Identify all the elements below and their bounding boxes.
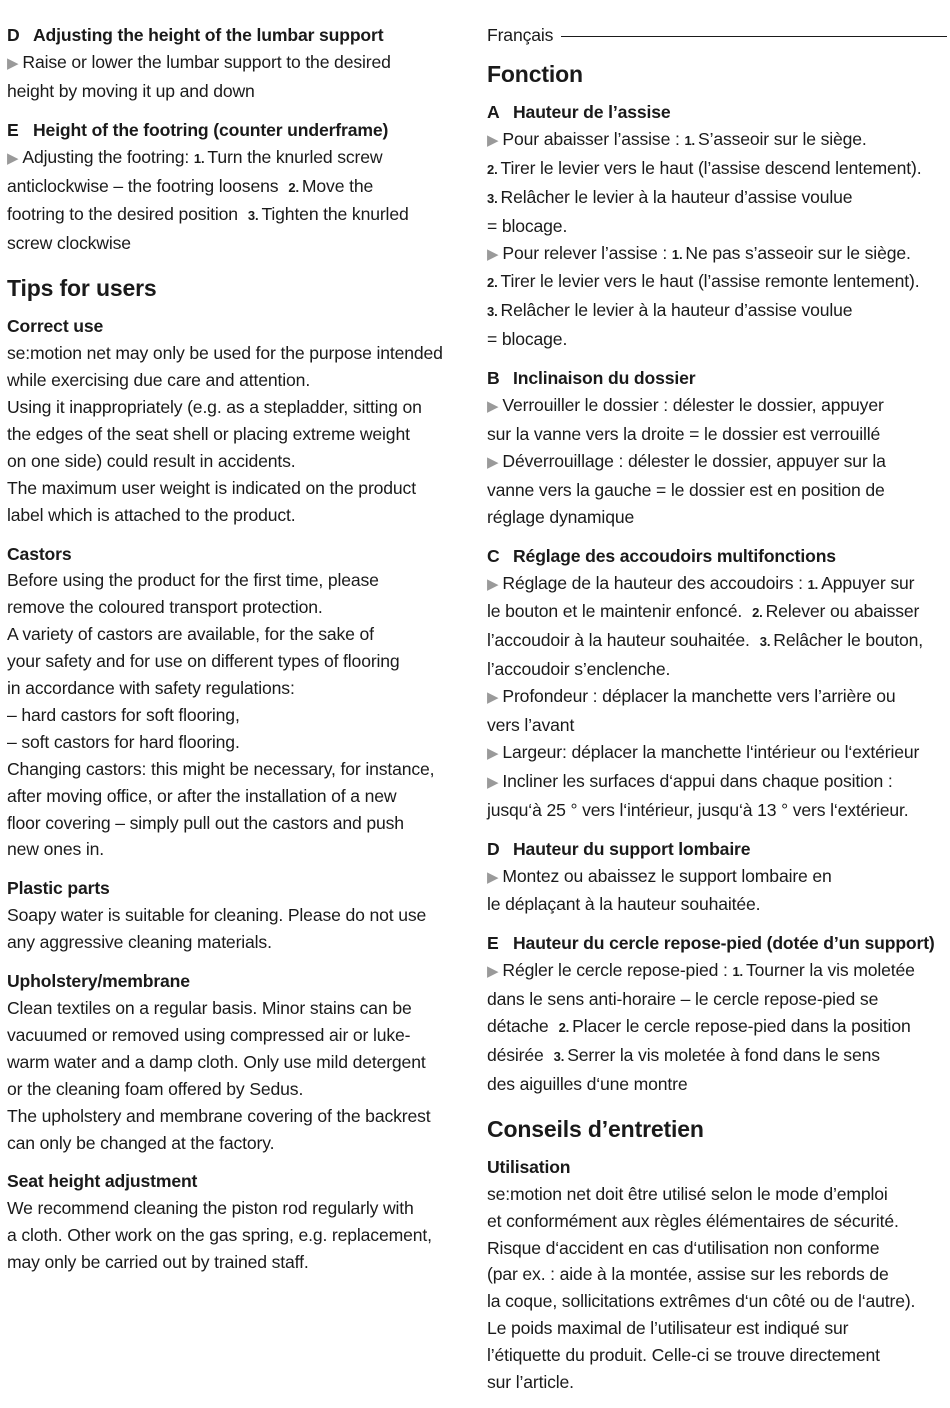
- text-line: The upholstery and membrane covering of the backrest: [7, 1105, 431, 1126]
- section-title: Hauteur du support lombaire: [513, 838, 751, 859]
- section-heading: [7, 117, 469, 144]
- text-line: 3. Relâcher le levier à la hauteur d’assise voulue: [487, 186, 853, 207]
- section-title: Réglage des accoudoirs multifonctions: [513, 545, 836, 566]
- step-number: 2.: [487, 275, 498, 291]
- text-line: Le poids maximal de l’utilisateur est indiqué sur: [487, 1318, 849, 1339]
- text-line: Before using the product for the first time, please: [7, 570, 379, 591]
- step-number: 1.: [732, 964, 743, 980]
- section-heading: [7, 22, 469, 49]
- section-utilisation: [487, 1154, 947, 1396]
- text-line: A variety of castors are available, for the sake of: [7, 624, 374, 645]
- section-castors: [7, 541, 469, 864]
- text-line: anticlockwise – the footring loosens 2. Move the: [7, 175, 374, 196]
- step-number: 3.: [759, 634, 771, 650]
- section-heading: [487, 543, 947, 570]
- text-line: le bouton et le maintenir enfoncé. 2. Relever ou abaisser: [487, 601, 920, 622]
- triangle-arrow-icon: ▶: [487, 575, 499, 593]
- text-line: – hard castors for soft flooring,: [7, 704, 240, 725]
- text-line: ▶ Adjusting the footring: 1. Turn the knurled screw: [7, 146, 383, 167]
- section-heading: [487, 836, 947, 863]
- step-number: 2.: [487, 161, 498, 177]
- step-number: 2.: [288, 179, 299, 195]
- section-support-lombaire: [487, 836, 947, 919]
- section-inclinaison-dossier: [487, 365, 947, 530]
- section-letter: D: [7, 25, 20, 45]
- text-line: (par ex. : aide à la montée, assise sur les rebords de: [487, 1264, 889, 1285]
- section-letter: B: [487, 368, 500, 389]
- text-line: 2. Tirer le levier vers le haut (l’assise descend lentement).: [487, 157, 922, 178]
- text-line: The maximum user weight is indicated on the product: [7, 477, 416, 498]
- section-letter: A: [487, 102, 500, 122]
- text-line: se:motion net doit être utilisé selon le mode d’emploi: [487, 1183, 888, 1204]
- text-line: floor covering – simply pull out the castors and push: [7, 812, 404, 833]
- triangle-arrow-icon: ▶: [487, 398, 499, 416]
- text-line: jusqu‘à 25 ° vers l‘intérieur, jusqu‘à 13 ° vers l‘extérieur.: [487, 799, 909, 820]
- text-line: ▶ Verrouiller le dossier : délester le dossier, appuyer: [487, 395, 884, 416]
- text-line: your safety and for use on different types of flooring: [7, 651, 400, 672]
- text-line: se:motion net may only be used for the purpose intended: [7, 343, 443, 364]
- section-accoudoirs: [487, 543, 947, 824]
- text-line: et conformément aux règles élémentaires de sécurité.: [487, 1210, 899, 1231]
- triangle-arrow-icon: ▶: [487, 744, 499, 762]
- triangle-arrow-icon: ▶: [487, 868, 499, 886]
- text-line: warm water and a damp cloth. Only use mild detergent: [7, 1051, 426, 1072]
- section-letter: D: [487, 838, 500, 859]
- text-line: new ones in.: [7, 839, 104, 860]
- subsection-heading: Plastic parts: [7, 878, 110, 899]
- text-line: – soft castors for hard flooring.: [7, 731, 240, 752]
- subsection-heading: Seat height adjustment: [7, 1171, 198, 1192]
- section-title: Hauteur de l’assise: [513, 102, 671, 122]
- section-seat-height: [7, 1168, 469, 1276]
- fonction-heading: Fonction: [487, 61, 583, 87]
- text-line: le déplaçant à la hauteur souhaitée.: [487, 894, 761, 915]
- triangle-arrow-icon: ▶: [7, 54, 19, 72]
- text-line: ▶ Déverrouillage : délester le dossier, appuyer sur la: [487, 450, 886, 471]
- language-label: Français: [487, 25, 554, 46]
- language-header: [487, 22, 947, 49]
- text-line: ▶ Profondeur : déplacer la manchette vers l’arrière ou: [487, 686, 896, 707]
- triangle-arrow-icon: ▶: [487, 245, 499, 263]
- text-line: 3. Relâcher le levier à la hauteur d’assise voulue: [487, 300, 853, 321]
- section-plastic-parts: [7, 875, 469, 956]
- subsection-heading: Upholstery/membrane: [7, 971, 190, 992]
- step-number: 3.: [247, 208, 259, 224]
- triangle-arrow-icon: ▶: [7, 149, 19, 167]
- subsection-heading: Correct use: [7, 316, 104, 337]
- triangle-arrow-icon: ▶: [487, 773, 499, 791]
- text-line: sur l’article.: [487, 1372, 574, 1393]
- section-hauteur-assise: [487, 99, 947, 353]
- section-upholstery: [7, 968, 469, 1156]
- section-lumbar-support: [7, 22, 469, 105]
- text-line: ▶ Régler le cercle repose-pied : 1. Tourner la vis moletée: [487, 960, 915, 981]
- step-number: 1.: [807, 576, 819, 592]
- text-line: Soapy water is suitable for cleaning. Please do not use: [7, 905, 427, 926]
- tips-heading: Tips for users: [7, 275, 157, 302]
- text-line: height by moving it up and down: [7, 80, 255, 101]
- section-letter: E: [7, 119, 19, 140]
- text-line: Changing castors: this might be necessary, for instance,: [7, 758, 435, 779]
- subsection-heading: Utilisation: [487, 1156, 571, 1177]
- text-line: while exercising due care and attention.: [7, 370, 311, 391]
- step-number: 3.: [487, 190, 498, 206]
- step-number: 2.: [558, 1020, 570, 1036]
- text-line: réglage dynamique: [487, 506, 635, 527]
- right-column: [487, 22, 947, 1408]
- step-number: 1.: [684, 132, 695, 148]
- text-line: vacuumed or removed using compressed air or luke-: [7, 1024, 411, 1045]
- text-line: la coque, sollicitations extrêmes d‘un côté ou de l‘autre).: [487, 1291, 916, 1312]
- text-line: dans le sens anti-horaire – le cercle repose-pied se: [487, 989, 879, 1010]
- text-line: vers l’avant: [487, 715, 575, 736]
- text-line: désirée 3. Serrer la vis moletée à fond dans le sens: [487, 1045, 880, 1065]
- text-line: the edges of the seat shell or placing extreme weight: [7, 423, 410, 444]
- text-line: 2. Tirer le levier vers le haut (l’assise remonte lentement).: [487, 271, 920, 292]
- text-line: vanne vers la gauche = le dossier est en position de: [487, 479, 885, 500]
- text-line: Risque d‘accident en cas d‘utilisation non conforme: [487, 1237, 880, 1258]
- step-number: 1.: [671, 246, 683, 262]
- step-number: 3.: [553, 1049, 565, 1064]
- text-line: ▶ Largeur: déplacer la manchette l‘intérieur ou l‘extérieur: [487, 741, 920, 762]
- text-line: ▶ Pour relever l’assise : 1. Ne pas s’asseoir sur le siège.: [487, 242, 911, 263]
- text-line: ▶ Réglage de la hauteur des accoudoirs : 1. Appuyer sur: [487, 572, 915, 593]
- text-line: can only be changed at the factory.: [7, 1132, 275, 1153]
- section-letter: E: [487, 933, 499, 954]
- text-line: any aggressive cleaning materials.: [7, 932, 272, 953]
- left-column: [7, 22, 469, 1288]
- text-line: ▶ Montez ou abaissez le support lombaire en: [487, 865, 832, 886]
- text-line: détache 2. Placer le cercle repose-pied dans la position: [487, 1016, 911, 1037]
- section-title: Inclinaison du dossier: [513, 368, 696, 389]
- subsection-heading: Castors: [7, 543, 72, 564]
- section-title: Hauteur du cercle repose-pied (dotée d’un support): [513, 933, 935, 954]
- text-line: Using it inappropriately (e.g. as a stepladder, sitting on: [7, 396, 422, 417]
- text-line: des aiguilles d‘une montre: [487, 1073, 688, 1094]
- text-line: after moving office, or after the installation of a new: [7, 785, 397, 806]
- triangle-arrow-icon: ▶: [487, 131, 499, 149]
- text-line: = blocage.: [487, 215, 568, 236]
- text-line: ▶ Raise or lower the lumbar support to the desired: [7, 51, 391, 72]
- text-line: remove the coloured transport protection.: [7, 597, 323, 618]
- text-line: Clean textiles on a regular basis. Minor stains can be: [7, 998, 412, 1018]
- text-line: on one side) could result in accidents.: [7, 450, 296, 471]
- section-heading: [487, 99, 947, 126]
- text-line: l’accoudoir à la hauteur souhaitée. 3. Relâcher le bouton,: [487, 630, 924, 651]
- text-line: ▶ Pour abaisser l’assise : 1. S’asseoir sur le siège.: [487, 128, 867, 149]
- section-cercle-repose-pied: [487, 930, 947, 1097]
- text-line: screw clockwise: [7, 233, 131, 254]
- text-line: footring to the desired position 3. Tighten the knurled: [7, 204, 409, 225]
- section-heading: [487, 930, 947, 957]
- text-line: = blocage.: [487, 329, 568, 350]
- text-line: l’étiquette du produit. Celle-ci se trouve directement: [487, 1345, 880, 1366]
- text-line: l’accoudoir s’enclenche.: [487, 659, 671, 680]
- triangle-arrow-icon: ▶: [487, 453, 499, 471]
- conseils-heading: Conseils d’entretien: [487, 1115, 704, 1142]
- text-line: sur la vanne vers la droite = le dossier est verrouillé: [487, 423, 881, 444]
- step-number: 1.: [193, 150, 205, 166]
- text-line: We recommend cleaning the piston rod regularly with: [7, 1198, 414, 1219]
- text-line: ▶ Incliner les surfaces d‘appui dans chaque position :: [487, 770, 893, 791]
- header-rule: [561, 36, 947, 37]
- section-letter: C: [487, 545, 500, 566]
- triangle-arrow-icon: ▶: [487, 689, 499, 707]
- section-footring: [7, 117, 469, 258]
- text-line: label which is attached to the product.: [7, 504, 296, 525]
- step-number: 2.: [752, 605, 763, 621]
- text-line: may only be carried out by trained staff.: [7, 1252, 309, 1273]
- section-heading: [487, 365, 947, 392]
- text-line: or the cleaning foam offered by Sedus.: [7, 1078, 304, 1099]
- triangle-arrow-icon: ▶: [487, 963, 499, 981]
- section-title: Adjusting the height of the lumbar support: [33, 25, 384, 45]
- text-line: a cloth. Other work on the gas spring, e.g. replacement,: [7, 1225, 432, 1246]
- step-number: 3.: [487, 304, 498, 320]
- text-line: in accordance with safety regulations:: [7, 678, 295, 699]
- section-correct-use: [7, 313, 469, 528]
- section-title: Height of the footring (counter underframe): [33, 119, 389, 140]
